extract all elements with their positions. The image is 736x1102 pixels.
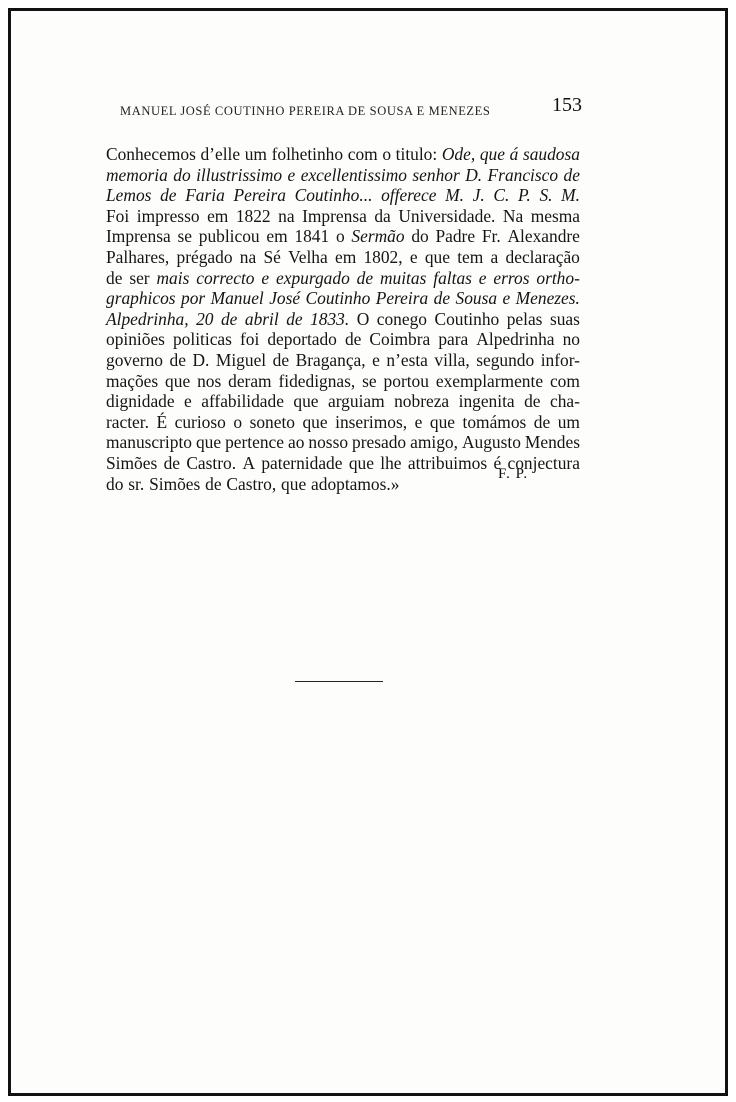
text-word: que — [165, 370, 191, 391]
text-word: titulo: — [395, 144, 438, 164]
text-word: Foi — [106, 205, 130, 226]
text-word: conego — [376, 308, 427, 329]
text-word: tomámos — [462, 411, 527, 432]
text-word: D. — [465, 164, 483, 185]
text-word: José — [269, 288, 301, 309]
text-word: Sé — [263, 246, 281, 267]
text-word: de — [205, 473, 222, 494]
text-word: D. — [192, 349, 210, 370]
text-word: Alpedrinha — [476, 329, 555, 350]
text-word: portou — [383, 370, 429, 391]
text-word: se — [177, 226, 192, 247]
text-word: que — [195, 432, 222, 453]
text-word: opiniões — [106, 329, 165, 350]
text-word: abril — [244, 308, 279, 329]
text-word: Alexandre — [507, 226, 580, 247]
text-word: Pereira — [375, 288, 429, 309]
text-word: arguiam — [327, 391, 385, 412]
text-word: Fr. — [481, 226, 501, 247]
text-word: deportado — [267, 329, 337, 350]
text-word: 1802, — [363, 246, 403, 267]
text-word: governo — [106, 349, 163, 370]
text-word: e — [502, 288, 511, 309]
text-word: Palhares, — [106, 246, 170, 267]
text-word: Lemos — [106, 185, 152, 206]
text-line — [106, 309, 580, 330]
text-word: erros — [493, 267, 530, 288]
text-word: em — [207, 205, 229, 226]
text-word: que — [348, 452, 374, 473]
text-word: e — [261, 267, 270, 288]
text-word: paternidade — [261, 452, 343, 473]
text-word: Imprensa — [302, 205, 367, 226]
text-word: na — [239, 246, 257, 267]
text-word: prégado — [176, 246, 233, 267]
text-word: exemplarmente — [435, 370, 544, 391]
text-word: que — [424, 246, 450, 267]
text-word: amigo, — [410, 432, 458, 453]
text-word: e — [478, 267, 487, 288]
text-word: Bragança, — [295, 349, 366, 370]
text-word: C. — [493, 185, 510, 206]
text-word: Na — [502, 205, 524, 226]
text-word: de — [356, 267, 374, 288]
running-title: MANUEL JOSÉ COUTINHO PEREIRA DE SOUSA E MENEZES — [120, 104, 491, 118]
text-line — [106, 350, 580, 371]
text-word: Sermão — [351, 226, 405, 247]
text-word: foi — [239, 329, 260, 350]
text-word: Sousa — [455, 288, 498, 309]
text-line — [106, 144, 580, 165]
text-word: Padre — [435, 226, 476, 247]
text-word: n’esta — [386, 349, 428, 370]
text-word: sr. — [128, 473, 145, 494]
text-word: ao — [287, 432, 305, 453]
text-word: Alpedrinha, — [106, 308, 189, 329]
text-word: 1841 — [294, 226, 330, 247]
text-word: é — [493, 452, 502, 473]
text-word: Simões — [106, 452, 158, 473]
text-word: pertence — [225, 432, 284, 453]
text-word: Imprensa — [106, 226, 171, 247]
text-word: A — [242, 452, 255, 473]
text-word: Ode, — [441, 144, 476, 164]
text-word: folhetinho — [271, 144, 344, 164]
text-word: que — [281, 473, 307, 494]
text-word: Coutinho — [305, 288, 371, 309]
text-word: que — [479, 144, 505, 164]
text-word: de — [163, 452, 180, 473]
text-word: por — [181, 288, 206, 309]
text-word: mações — [106, 370, 159, 391]
text-word: de — [272, 349, 290, 370]
page-number: 153 — [552, 94, 582, 116]
text-line — [106, 247, 580, 268]
text-word: á — [509, 144, 519, 164]
text-word: Castro. — [186, 452, 237, 473]
text-word: suas — [549, 308, 580, 329]
section-divider — [295, 681, 383, 682]
text-word: e — [409, 246, 418, 267]
text-word: Universidade. — [398, 205, 496, 226]
text-line — [106, 206, 580, 227]
text-word: de — [524, 391, 541, 412]
text-word: na — [278, 205, 295, 226]
text-word: Augusto — [461, 432, 521, 453]
text-word: correcto — [196, 267, 255, 288]
text-word: se — [362, 370, 377, 391]
text-line — [106, 391, 580, 412]
text-word: do — [411, 226, 429, 247]
text-word: de — [563, 164, 580, 185]
text-word: mesma — [530, 205, 580, 226]
text-word: Manuel — [210, 288, 264, 309]
text-word: o — [382, 144, 392, 164]
text-word: e — [184, 391, 192, 412]
text-word: Menezes. — [515, 288, 580, 309]
text-line — [106, 268, 580, 289]
text-word: racter. — [106, 411, 149, 432]
text-word: um — [557, 411, 580, 432]
text-word: ingenita — [458, 391, 515, 412]
text-word: lhe — [380, 452, 402, 473]
text-word: nosso — [308, 432, 349, 453]
text-word: mais — [156, 267, 190, 288]
text-word: faltas — [433, 267, 472, 288]
text-word: politicas — [172, 329, 232, 350]
text-word: 1822 — [235, 205, 271, 226]
text-word: senhor — [412, 164, 460, 185]
text-word: inserimos, — [335, 411, 408, 432]
text-word: Pereira — [233, 185, 286, 206]
text-word: illustrissimo — [196, 164, 283, 185]
text-word: Miguel — [215, 349, 267, 370]
text-word: Simões — [149, 473, 201, 494]
text-word: publicou — [198, 226, 260, 247]
text-word: expurgado — [276, 267, 350, 288]
text-line — [106, 432, 580, 453]
text-word: d’elle — [200, 144, 241, 164]
text-word: M. — [445, 185, 464, 206]
text-word: Coutinho... — [294, 185, 373, 206]
text-line — [106, 226, 580, 247]
text-word: M. — [561, 185, 580, 206]
text-word: nos — [197, 370, 222, 391]
text-word: pelas — [506, 308, 543, 329]
text-line — [106, 165, 580, 186]
text-word: curioso — [174, 411, 226, 432]
text-word: ortho- — [536, 267, 580, 288]
text-word: Francisco — [487, 164, 559, 185]
text-word: do — [173, 164, 191, 185]
text-word: O — [356, 308, 370, 329]
text-word: 1833. — [310, 308, 350, 329]
text-word: Mendes — [524, 432, 580, 453]
text-word: cha- — [549, 391, 580, 412]
body-paragraph — [106, 144, 580, 494]
text-word: de — [286, 308, 303, 329]
text-word: excellentissimo — [300, 164, 407, 185]
text-word: infor- — [540, 349, 580, 370]
text-word: de — [220, 308, 238, 329]
text-word: graphicos — [106, 288, 176, 309]
text-word: a — [490, 246, 499, 267]
text-word: em — [334, 246, 357, 267]
text-word: de — [106, 267, 123, 288]
text-word: J. — [472, 185, 485, 206]
text-word: fidedignas, — [278, 370, 356, 391]
text-line — [106, 412, 580, 433]
text-word: do — [106, 473, 124, 494]
text-word: Castro, — [226, 473, 277, 494]
text-word: em — [266, 226, 288, 247]
text-word: o — [233, 411, 243, 432]
text-word: Velha — [288, 246, 328, 267]
text-word: deram — [228, 370, 272, 391]
text-word: ser — [129, 267, 150, 288]
text-word: É — [156, 411, 168, 432]
text-word: declaração — [505, 246, 580, 267]
text-word: muitas — [379, 267, 427, 288]
text-word: S. — [539, 185, 553, 206]
text-word: nobreza — [394, 391, 450, 412]
text-word: com — [549, 370, 580, 391]
text-line — [106, 329, 580, 350]
text-word: de — [344, 329, 362, 350]
text-word: attribuimos — [407, 452, 488, 473]
text-word: manuscripto — [106, 432, 192, 453]
text-line — [106, 185, 580, 206]
text-word: P. — [518, 185, 531, 206]
text-word: de — [533, 411, 551, 432]
text-word: Coimbra — [369, 329, 431, 350]
text-word: de — [169, 349, 186, 370]
text-word: conjectura — [507, 452, 580, 473]
text-word: soneto — [249, 411, 295, 432]
text-word: que — [302, 411, 328, 432]
text-word: Conhecemos — [106, 144, 196, 164]
text-word: impresso — [136, 205, 200, 226]
text-word: Faria — [185, 185, 225, 206]
text-word: presado — [352, 432, 407, 453]
text-line — [106, 288, 580, 309]
text-word: de — [433, 288, 451, 309]
text-word: que — [293, 391, 319, 412]
text-word: villa, — [434, 349, 470, 370]
text-word: e — [372, 349, 380, 370]
text-word: e — [287, 164, 296, 185]
text-word: que — [429, 411, 455, 432]
text-word: Coutinho — [434, 308, 500, 329]
text-word: tem — [457, 246, 484, 267]
text-word: da — [374, 205, 391, 226]
text-word: offerece — [381, 185, 437, 206]
text-word: affabilidade — [201, 391, 284, 412]
text-word: e — [414, 411, 423, 432]
text-word: de — [160, 185, 177, 206]
text-word: saudosa — [522, 144, 580, 164]
text-word: memoria — [106, 164, 168, 185]
signature-initials: F. P. — [498, 466, 529, 482]
text-word: um — [244, 144, 267, 164]
text-word: o — [335, 226, 345, 247]
text-line — [106, 371, 580, 392]
text-word: 20 — [196, 308, 214, 329]
text-word: para — [438, 329, 469, 350]
text-word: no — [562, 329, 580, 350]
text-word: adoptamos.» — [311, 473, 400, 494]
text-word: segundo — [476, 349, 535, 370]
text-word: dignidade — [106, 391, 175, 412]
text-word: com — [347, 144, 378, 164]
running-header — [120, 92, 582, 128]
